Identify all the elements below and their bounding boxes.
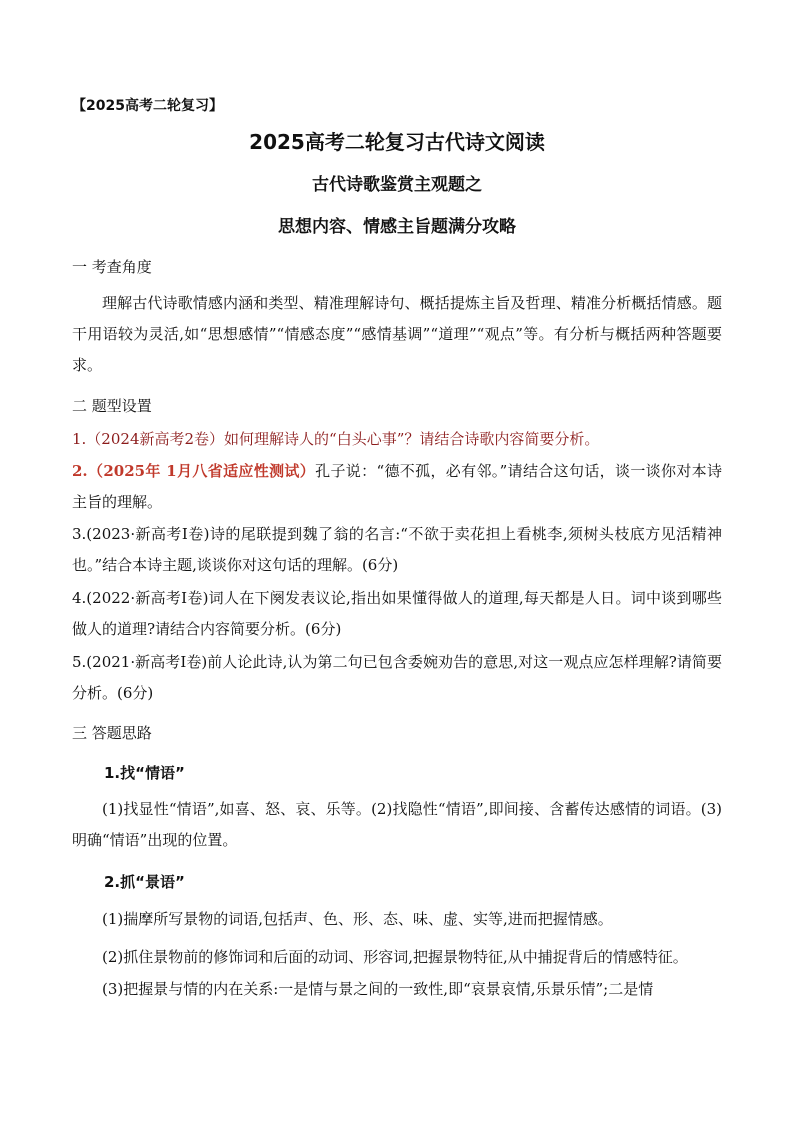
question-5: 5.(2021·新高考Ⅰ卷)前人论此诗,认为第二句已包含委婉劝告的意思,对这一观点应怎样理解?请简要分析。(6分) xyxy=(72,653,722,702)
section-1-heading: 一 考查角度 xyxy=(72,258,152,276)
subhead-1-text: (1)找显性“情语”,如喜、怒、哀、乐等。(2)找隐性“情语”,即间接、含蓄传达感情的词语。(3)明确“情语”出现的位置。 xyxy=(72,800,722,849)
subhead-2-line-1: (1)揣摩所写景物的词语,包括声、色、形、态、味、虚、实等,进而把握情感。 xyxy=(102,910,613,928)
review-tag: 【2025高考二轮复习】 xyxy=(72,98,223,114)
page-title: 2025高考二轮复习古代诗文阅读 xyxy=(249,130,545,154)
subhead-2-line-3: (3)把握景与情的内在关系:一是情与景之间的一致性,即“哀景哀情,乐景乐情”;二是情 xyxy=(102,980,654,998)
question-3: 3.(2023·新高考Ⅰ卷)诗的尾联提到魏了翁的名言:“不欲于卖花担上看桃李,须树头枝底方见活精神也。”结合本诗主题,谈谈你对这句话的理解。(6分) xyxy=(72,525,722,574)
subhead-grasp-scene-words: 2.抓“景语” xyxy=(104,873,185,891)
question-4: 4.(2022·新高考Ⅰ卷)词人在下阕发表议论,指出如果懂得做人的道理,每天都是人日。词中谈到哪些做人的道理?请结合内容简要分析。(6分) xyxy=(72,589,722,638)
section-2-heading: 二 题型设置 xyxy=(72,397,152,415)
subhead-2-line-2: (2)抓住景物前的修饰词和后面的动词、形容词,把握景物特征,从中捕捉背后的情感特征。 xyxy=(102,948,688,966)
question-2-source: 2.（2025年 1月八省适应性测试） xyxy=(72,462,316,480)
question-2 xyxy=(72,456,722,518)
page-subtitle-2: 思想内容、情感主旨题满分攻略 xyxy=(278,217,516,237)
subhead-find-emotion-words: 1.找“情语” xyxy=(104,764,185,782)
section-3-heading: 三 答题思路 xyxy=(72,724,152,742)
section-1-text: 理解古代诗歌情感内涵和类型、精准理解诗句、概括提炼主旨及哲理、精准分析概括情感。题干用语较为灵活,如“思想感情”“情感态度”“感情基调”“道理”“观点”等。有分析与概括两种答题要求。 xyxy=(72,294,722,374)
question-2-text: 孔子说：“德不孤，必有邻。”请结合这句话，谈一谈你对本诗主旨的理解。 xyxy=(72,462,722,511)
page-subtitle-1: 古代诗歌鉴赏主观题之 xyxy=(312,175,482,195)
question-1: 1.（2024新高考2卷）如何理解诗人的“白头心事”？请结合诗歌内容简要分析。 xyxy=(72,430,600,448)
